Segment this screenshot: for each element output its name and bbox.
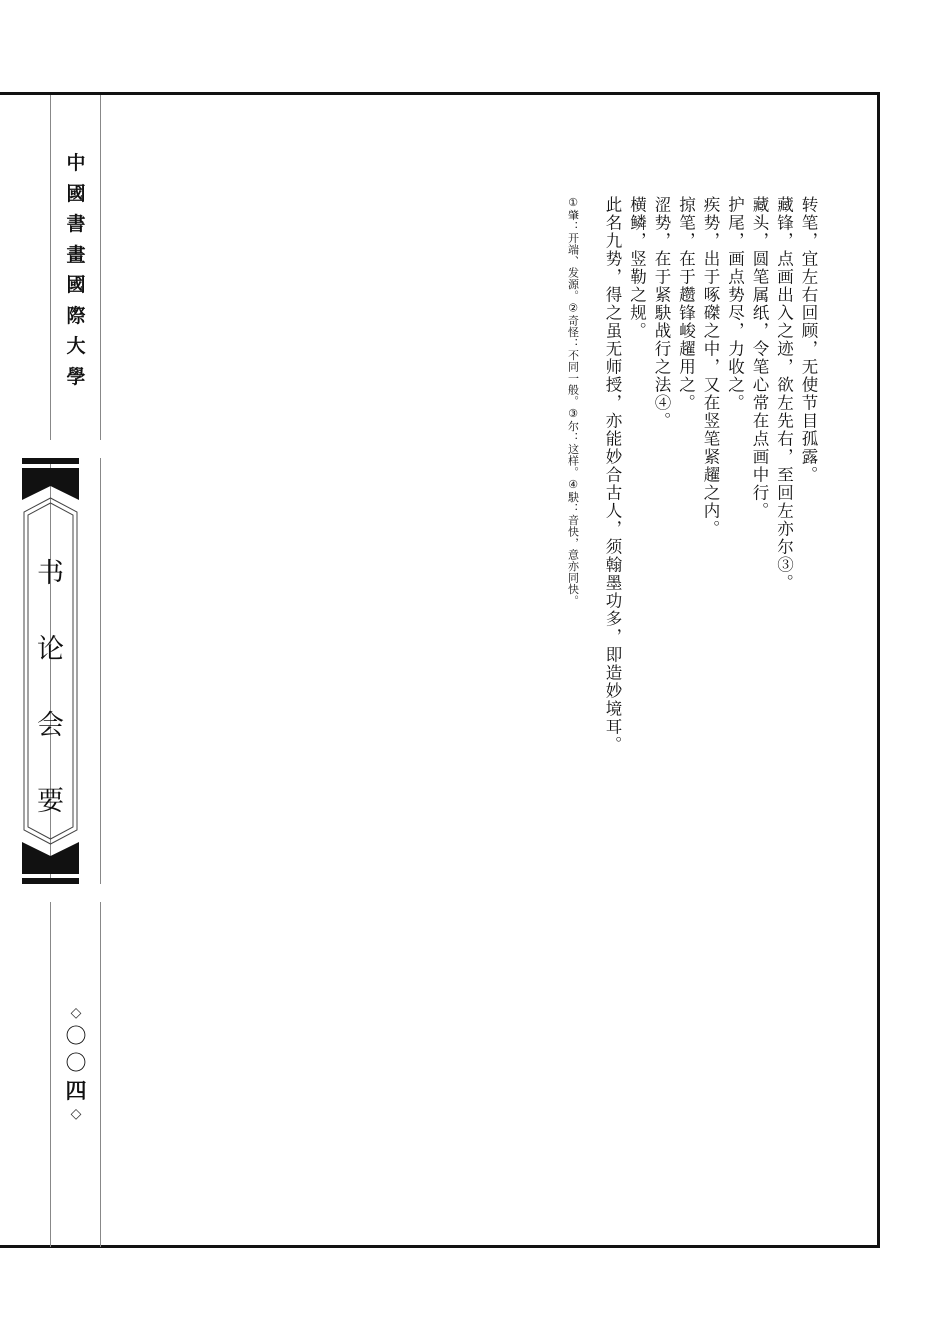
cartouche-top-bar [22, 458, 79, 464]
text-column: 此名九势，得之虽无师授，亦能妙合古人，须翰墨功多，即造妙境耳。 [603, 196, 622, 754]
page-number-digit: 四 [65, 1078, 87, 1103]
book-title-char: 书 [37, 558, 64, 589]
university-name-char: 大 [66, 335, 86, 357]
university-name [58, 148, 94, 392]
text-column: 藏头，圆笔属纸，令笔心常在点画中行。 [750, 196, 769, 520]
spine-gap [40, 884, 112, 902]
university-name-char: 畫 [66, 243, 86, 266]
text-column: 掠笔，在于趱锋峻趯用之。 [676, 196, 696, 412]
book-title-char: 要 [37, 786, 64, 817]
text-column: 疾势，出于啄磔之中，又在竖笔紧趯之内。 [701, 196, 720, 538]
page-number-digit: 〇 [65, 1024, 87, 1048]
university-name-char: 國 [66, 274, 86, 296]
university-name-char: 國 [66, 182, 86, 205]
text-column: 护尾，画点势尽，力收之。 [725, 196, 745, 412]
page-number [60, 1003, 92, 1124]
diamond-icon: ◇ [70, 1106, 82, 1122]
cartouche-bottom-bar [22, 878, 79, 884]
body-text [520, 196, 820, 756]
university-name-char: 際 [66, 304, 86, 327]
book-title-char: 会 [37, 710, 64, 741]
text-column: 藏锋，点画出入之迹，欲左先右，至回左亦尔③。 [774, 196, 794, 592]
book-title [22, 536, 79, 840]
university-name-char: 學 [66, 365, 86, 388]
footnote: ①肇：开端、发源。②奇怪：不同一般。③尔：这样。④駃：音快，意亦同快。 [566, 196, 580, 607]
spine-gap [40, 440, 112, 458]
university-name-char: 書 [66, 213, 86, 235]
text-column: 转笔，宜左右回顾，无使节目孤露。 [799, 196, 818, 484]
cartouche-bottom-ornament [22, 842, 79, 874]
university-name-char: 中 [66, 152, 86, 174]
text-column: 涩势，在于紧駃战行之法④。 [652, 196, 671, 430]
diamond-icon: ◇ [70, 1005, 82, 1021]
spine-rule-right [100, 95, 101, 1247]
text-column: 横鳞，竖勒之规。 [627, 196, 647, 340]
book-title-char: 论 [37, 634, 64, 665]
page-number-digit: 〇 [65, 1051, 87, 1075]
